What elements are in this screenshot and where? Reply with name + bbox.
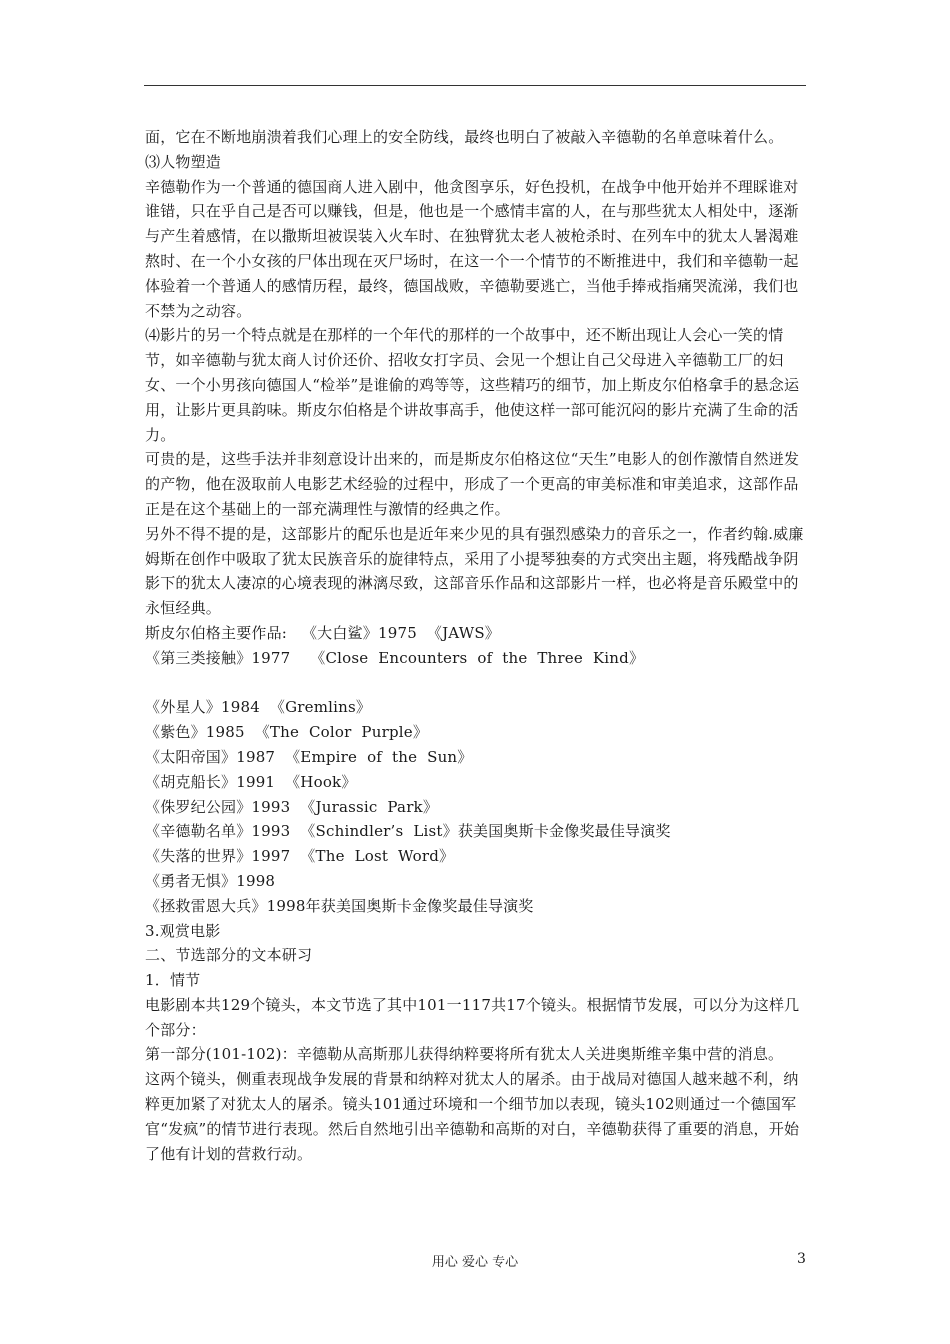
page-footer <box>0 1251 950 1271</box>
paragraph: 面，它在不断地崩溃着我们心理上的安全防线，最终也明白了被敲入辛德勒的名单意味着什么。 <box>145 128 784 146</box>
works-item: 《紫色》1985 《The Color Purple》 <box>145 723 429 742</box>
works-item: 《拯救雷恩大兵》1998年获美国奥斯卡金像奖最佳导演奖 <box>145 896 534 915</box>
document-body <box>145 125 810 1166</box>
works-item: 《胡克船长》1991 《Hook》 <box>145 772 357 791</box>
section-heading: 1．情节 <box>145 971 201 990</box>
works-item: 《辛德勒名单》1993 《Schindler’s List》获美国奥斯卡金像奖最佳导演奖 <box>145 822 671 841</box>
footer-motto: 用心 爱心 专心 <box>431 1255 519 1270</box>
paragraph: 另外不得不提的是，这部影片的配乐也是近年来少见的具有强烈感染力的音乐之一，作者约翰.威廉姆斯在创作中吸取了犹太民族音乐的旋律特点，采用了小提琴独奏的方式突出主题，将残酷战争阴影下的犹太人凄凉的心境表现的淋漓尽致，这部音乐作品和这部影片一样，也必将是音乐殿堂中的永恒经典。 <box>145 524 804 618</box>
page-number: 3 <box>797 1251 806 1267</box>
works-item: 《外星人》1984 《Gremlins》 <box>145 698 372 717</box>
section-heading: ⑶人物塑造 <box>145 152 222 171</box>
works-item: 《侏罗纪公园》1993 《Jurassic Park》 <box>145 797 439 816</box>
works-item: 《勇者无惧》1998 <box>145 871 276 890</box>
works-item: 《第三类接触》1977 《Close Encounters of the Three Kind》 <box>145 648 645 667</box>
works-item: 《太阳帝国》1987 《Empire of the Sun》 <box>145 747 473 766</box>
paragraph: 辛德勒作为一个普通的德国商人进入剧中，他贪图享乐，好色投机，在战争中他开始并不理睬谁对谁错，只在乎自己是否可以赚钱，但是，他也是一个感情丰富的人，在与那些犹太人相处中，逐渐与产生着感情，在以撒斯坦被误装入火车时、在独臂犹太老人被枪杀时、在列车中的犹太人暑渴难熬时、在一个小女孩的尸体出现在灭尸场时，在这一个一个情节的不断推进中，我们和辛德勒一起体验着一个普通人的感情历程，最终，德国战败，辛德勒要逃亡，当他手捧戒指痛哭流涕，我们也不禁为之动容。 <box>145 177 799 320</box>
section-heading: 3.观赏电影 <box>145 921 221 940</box>
paragraph: 可贵的是，这些手法并非刻意设计出来的，而是斯皮尔伯格这位“天生”电影人的创作激情自然迸发的产物，他在汲取前人电影艺术经验的过程中，形成了一个更高的审美标准和审美追求，这部作品正是在这个基础上的一部充满理性与激情的经典之作。 <box>145 450 800 518</box>
header-rule <box>144 85 806 86</box>
paragraph: 电影剧本共129个镜头，本文节选了其中101一117共17个镜头。根据情节发展，可以分为这样几个部分： <box>145 995 800 1039</box>
paragraph: 第一部分(101-102)：辛德勒从高斯那儿获得纳粹要将所有犹太人关进奥斯维辛集中营的消息。 <box>145 1045 784 1064</box>
section-heading: 二、节选部分的文本研习 <box>145 946 313 965</box>
paragraph: 这两个镜头，侧重表现战争发展的背景和纳粹对犹太人的屠杀。由于战局对德国人越来越不利，纳粹更加紧了对犹太人的屠杀。镜头101通过环境和一个细节加以表现，镜头102则通过一个德国军官“发疯”的情节进行表现。然后自然地引出辛德勒和高斯的对白，辛德勒获得了重要的消息，开始了他有计划的营救行动。 <box>145 1070 800 1163</box>
blank-line <box>145 671 810 696</box>
works-heading: 斯皮尔伯格主要作品: 《大白鲨》1975 《JAWS》 <box>145 623 501 642</box>
paragraph: ⑷影片的另一个特点就是在那样的一个年代的那样的一个故事中，还不断出现让人会心一笑的情节，如辛德勒与犹太商人讨价还价、招收女打字员、会见一个想让自己父母进入辛德勒工厂的妇女、一个小男孩向德国人“检举”是谁偷的鸡等等，这些精巧的细节，加上斯皮尔伯格拿手的悬念运用，让影片更具韵味。斯皮尔伯格是个讲故事高手，他使这样一部可能沉闷的影片充满了生命的活力。 <box>145 326 800 444</box>
works-item: 《失落的世界》1997 《The Lost Word》 <box>145 847 455 866</box>
